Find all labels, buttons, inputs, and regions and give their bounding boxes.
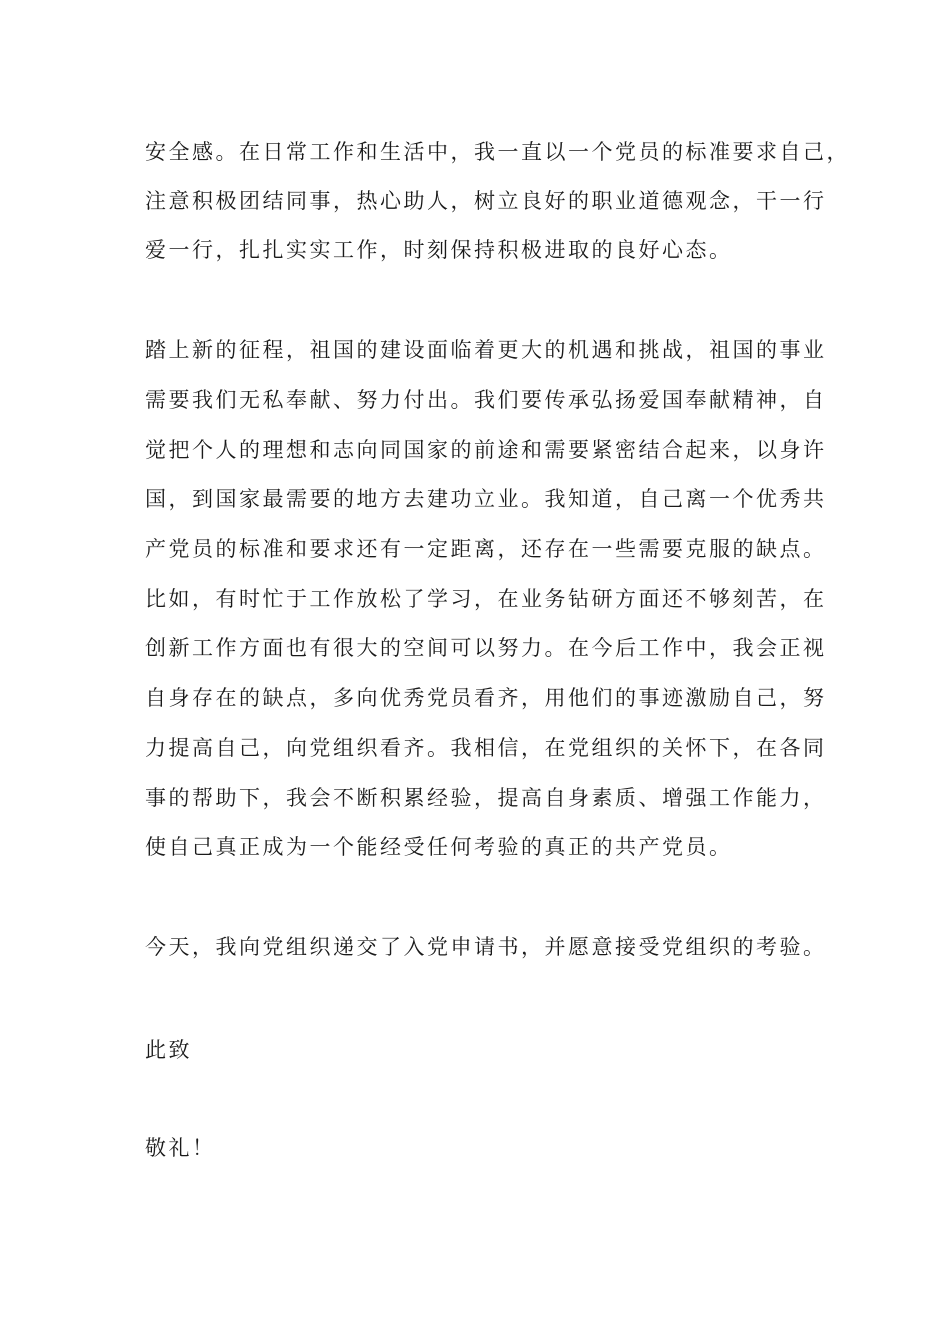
closing-text: 此致 xyxy=(145,1038,192,1062)
text-line: 觉把个人的理想和志向同国家的前途和需要紧密结合起来，以身许 xyxy=(145,438,827,462)
text-line: 使自己真正成为一个能经受任何考验的真正的共产党员。 xyxy=(145,835,733,859)
text-line: 创新工作方面也有很大的空间可以努力。在今后工作中，我会正视 xyxy=(145,636,827,660)
text-line: 爱一行，扎扎实实工作，时刻保持积极进取的良好心态。 xyxy=(145,238,733,262)
text-line: 国，到国家最需要的地方去建功立业。我知道，自己离一个优秀共 xyxy=(145,487,827,511)
text-line: 今天，我向党组织递交了入党申请书，并愿意接受党组织的考验。 xyxy=(145,935,827,959)
text-line: 注意积极团结同事，热心助人，树立良好的职业道德观念，干一行 xyxy=(145,189,827,213)
text-line: 自身存在的缺点，多向优秀党员看齐，用他们的事迹激励自己，努 xyxy=(145,686,827,710)
text-line: 比如，有时忙于工作放松了学习，在业务钻研方面还不够刻苦，在 xyxy=(145,587,827,611)
text-line: 产党员的标准和要求还有一定距离，还存在一些需要克服的缺点。 xyxy=(145,537,827,561)
text-line: 需要我们无私奉献、努力付出。我们要传承弘扬爱国奉献精神，自 xyxy=(145,388,827,412)
text-line: 安全感。在日常工作和生活中，我一直以一个党员的标准要求自己， xyxy=(145,140,850,164)
text-line: 踏上新的征程，祖国的建设面临着更大的机遇和挑战，祖国的事业 xyxy=(145,338,827,362)
text-line: 事的帮助下，我会不断积累经验，提高自身素质、增强工作能力， xyxy=(145,786,827,810)
text-line: 力提高自己，向党组织看齐。我相信，在党组织的关怀下，在各同 xyxy=(145,736,827,760)
salutation-text: 敬礼！ xyxy=(145,1136,216,1160)
